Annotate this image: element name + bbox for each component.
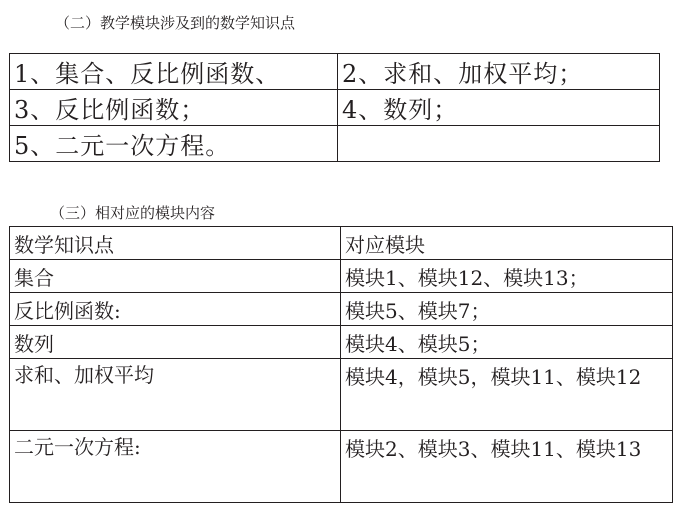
table-row <box>10 359 673 431</box>
section-2-heading: （二）教学模块涉及到的数学知识点 <box>55 14 296 32</box>
table-row <box>10 293 673 326</box>
module-content-table <box>9 226 673 503</box>
table-cell: 集合 <box>10 260 341 293</box>
knowledge-points-table <box>9 53 660 162</box>
table-cell: 数列 <box>10 326 341 359</box>
table-cell: 1、集合、反比例函数、 <box>10 54 338 90</box>
table-cell: 模块4，模块5，模块11、模块12 <box>341 359 673 431</box>
table-row <box>10 126 660 162</box>
table-cell: 5、二元一次方程。 <box>10 126 338 162</box>
table-cell: 反比例函数: <box>10 293 341 326</box>
table-cell: 求和、加权平均 <box>10 359 341 431</box>
table-row <box>10 54 660 90</box>
table-row <box>10 90 660 126</box>
table-header-row <box>10 227 673 260</box>
table-cell <box>338 126 660 162</box>
table-cell: 模块1、模块12、模块13； <box>341 260 673 293</box>
table-cell: 模块4、模块5； <box>341 326 673 359</box>
table-cell: 4、数列； <box>338 90 660 126</box>
table-row <box>10 326 673 359</box>
table-cell: 二元一次方程: <box>10 431 341 503</box>
table-cell: 模块5、模块7； <box>341 293 673 326</box>
table-cell: 2、求和、加权平均； <box>338 54 660 90</box>
table-row <box>10 260 673 293</box>
table-cell: 3、反比例函数； <box>10 90 338 126</box>
table-cell: 模块2、模块3、模块11、模块13 <box>341 431 673 503</box>
table-row <box>10 431 673 503</box>
column-header: 对应模块 <box>341 227 673 260</box>
column-header: 数学知识点 <box>10 227 341 260</box>
section-3-heading: （三）相对应的模块内容 <box>50 204 216 222</box>
